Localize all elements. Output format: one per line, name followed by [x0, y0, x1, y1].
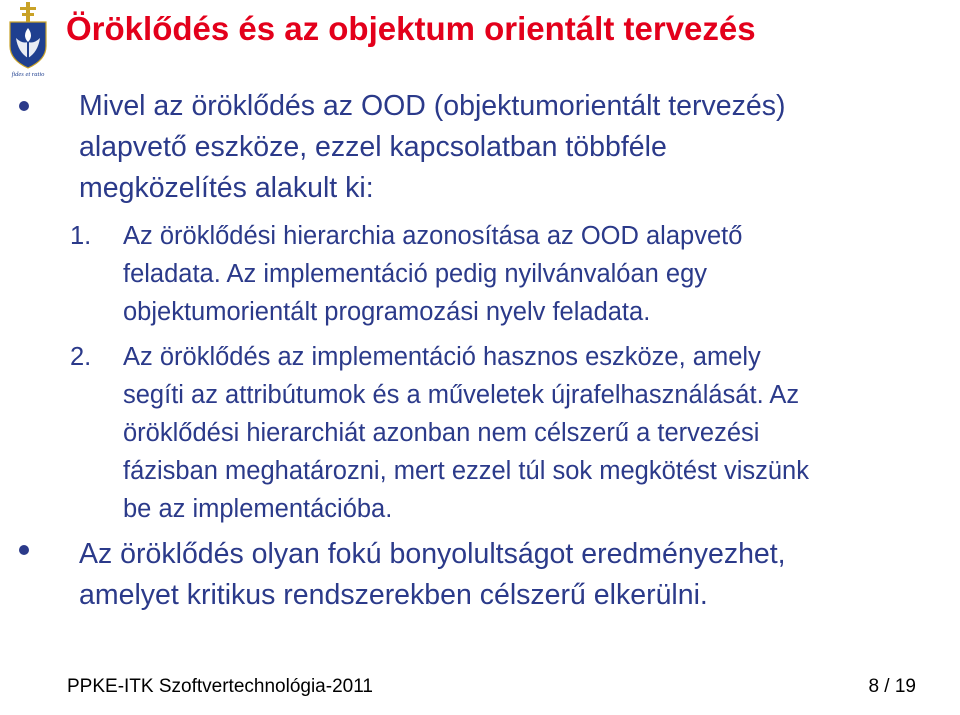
bullet-paragraph-2 — [79, 534, 786, 616]
bullet-1-line-3: megközelítés alakult ki: — [79, 172, 374, 204]
footer-course: PPKE-ITK Szoftvertechnológia-2011 — [67, 676, 373, 697]
bullet-1-line-2: alapvető eszköze, ezzel kapcsolatban többféle — [79, 131, 667, 163]
item-2-line-2: segíti az attribútumok és a műveletek újrafelhasználását. Az — [123, 381, 800, 409]
item-1-line-1: Az öröklődési hierarchia azonosítása az OOD alapvető — [123, 222, 743, 250]
item-2-number: 2. — [70, 343, 92, 371]
slide-title: Öröklődés és az objektum orientált tervezés — [66, 10, 756, 47]
item-2-line-1: Az öröklődés az implementáció hasznos eszköze, amely — [123, 343, 761, 371]
item-1-line-3: objektumorientált programozási nyelv feladata. — [123, 298, 651, 326]
bullet-marker — [19, 545, 29, 555]
item-2-line-5: be az implementációba. — [123, 495, 393, 523]
item-1-line-2: feladata. Az implementáció pedig nyilvánvalóan egy — [123, 260, 708, 288]
item-1-number: 1. — [70, 222, 92, 250]
footer-page-number: 8 / 19 — [868, 676, 916, 697]
item-1-text — [123, 217, 742, 331]
bullet-marker — [19, 101, 29, 111]
item-2-line-4: fázisban meghatározni, mert ezzel túl sok megkötést viszünk — [123, 457, 809, 485]
university-logo — [4, 2, 52, 78]
item-2-text — [123, 338, 809, 528]
logo-motto: fides et ratio — [11, 71, 45, 78]
item-2-line-3: öröklődési hierarchiát azonban nem célszerű a tervezési — [123, 419, 760, 447]
bullet-paragraph-1 — [79, 86, 785, 209]
bullet-2-line-2: amelyet kritikus rendszerekben célszerű elkerülni. — [79, 579, 708, 611]
bullet-2-line-1: Az öröklődés olyan fokú bonyolultságot eredményezhet, — [79, 538, 786, 570]
bullet-1-line-1: Mivel az öröklődés az OOD (objektumorientált tervezés) — [79, 90, 786, 122]
